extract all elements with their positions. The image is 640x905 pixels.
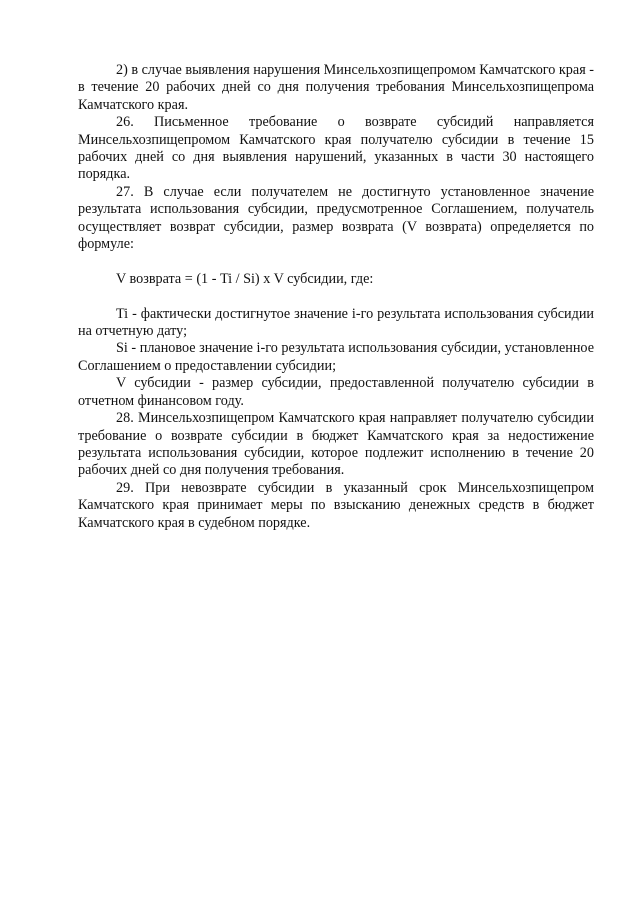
- paragraph-26: 26. Письменное требование о возврате субсидий направляется Минсельхозпищепромом Камчатского края получателю субсидии в течение 15 рабочих дней со дня выявления нарушений, указанных в части 30 настоящего порядка.: [78, 114, 594, 183]
- paragraph-item-2: 2) в случае выявления нарушения Минсельхозпищепромом Камчатского края - в течение 20 рабочих дней со дня получения требования Минсельхозпищепрома Камчатского края.: [78, 62, 594, 113]
- definition-v-subsidy: V субсидии - размер субсидии, предоставленной получателю субсидии в отчетном финансовом году.: [78, 375, 594, 409]
- paragraph-29: 29. При невозврате субсидии в указанный срок Минсельхозпищепром Камчатского края принимает меры по взысканию денежных средств в бюджет Камчатского края в судебном порядке.: [78, 479, 594, 531]
- definition-si: Si - плановое значение i-го результата использования субсидии, установленное Соглашением о предоставлении субсидии;: [78, 340, 594, 374]
- paragraph-28: 28. Минсельхозпищепром Камчатского края направляет получателю субсидии требование о возврате субсидии в бюджет Камчатского края за недостижение результата использования субсидии, которое подлежит исполнению в течение 20 рабочих дней со дня получения требования.: [78, 410, 594, 479]
- paragraph-27: 27. В случае если получателем не достигнуто установленное значение результата использования субсидии, предусмотренное Соглашением, получатель осуществляет возврат субсидии, размер возврата (V возврата) определяется по формуле:: [78, 183, 594, 253]
- definition-ti: Ti - фактически достигнутое значение i-го результата использования субсидии на отчетную дату;: [78, 305, 594, 340]
- refund-formula: V возврата = (1 - Ti / Si) x V субсидии, где:: [116, 270, 374, 287]
- document-page: [78, 62, 594, 532]
